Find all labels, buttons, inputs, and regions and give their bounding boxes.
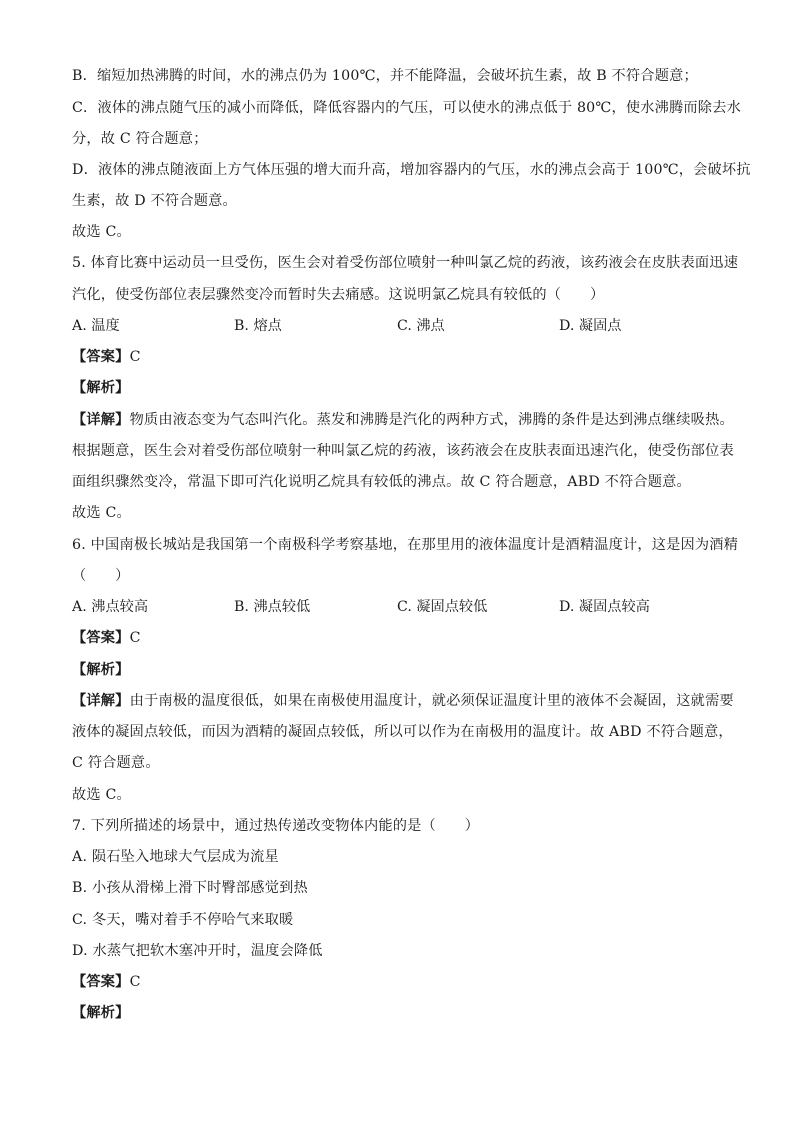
q7-analysis-tag xyxy=(72,1003,732,1023)
q5-analysis-label: 【解析】 xyxy=(72,380,130,396)
q7-option-b: B. 小孩从滑梯上滑下时臀部感觉到热 xyxy=(72,880,308,896)
q5-answer-tag: 【答案】 xyxy=(72,349,130,365)
q5-detail-line3: 面组织骤然变冷，常温下即可汽化说明乙烷具有较低的沸点。故 C 符合题意，ABD 不符合题意。 xyxy=(72,474,691,490)
q5-answer-value: C xyxy=(129,349,141,365)
q6-answer-value: C xyxy=(129,630,141,646)
q5-detail-line1 xyxy=(72,410,732,430)
q5-answer xyxy=(72,347,732,367)
q7-stem: 7. 下列所描述的场景中，通过热传递改变物体内能的是（ ） xyxy=(72,818,480,834)
q6-answer-tag: 【答案】 xyxy=(72,630,130,646)
q5-conclusion: 故选 C。 xyxy=(72,505,131,521)
q7-answer-value: C xyxy=(129,974,141,990)
q6-detail-tag: 【详解】 xyxy=(72,693,130,709)
q6-option-d: D. 凝固点较高 xyxy=(559,599,650,615)
q6-detail-line3: C 符合题意。 xyxy=(72,755,160,771)
q5-stem-line1: 5. 体育比赛中运动员一旦受伤，医生会对着受伤部位喷射一种叫氯乙烷的药液，该药液会在皮肤表面迅速 xyxy=(72,255,739,271)
q5-stem-line2: 汽化，使受伤部位表层骤然变冷而暂时失去痛感。这说明氯乙烷具有较低的（ ） xyxy=(72,287,605,303)
q6-answer xyxy=(72,628,732,648)
prev-option-c-explanation-line2: 分，故 C 符合题意； xyxy=(72,131,208,147)
prev-conclusion: 故选 C。 xyxy=(72,224,131,240)
prev-option-c-explanation-line1: C．液体的沸点随气压的减小而降低，降低容器内的气压，可以使水的沸点低于 80℃，使水沸腾而除去水 xyxy=(72,100,741,116)
prev-option-d-explanation-line2: 生素，故 D 不符合题意。 xyxy=(72,193,237,209)
q6-detail-text1: 由于南极的温度很低，如果在南极使用温度计，就必须保证温度计里的液体不会凝固，这就需要 xyxy=(129,693,734,709)
q5-option-a: A. 温度 xyxy=(72,318,120,334)
q6-option-a: A. 沸点较高 xyxy=(72,599,149,615)
q6-stem-line2: （ ） xyxy=(72,568,130,584)
q5-detail-tag: 【详解】 xyxy=(72,412,130,428)
q6-option-c: C. 凝固点较低 xyxy=(397,599,488,615)
q7-analysis-label: 【解析】 xyxy=(72,1005,130,1021)
q7-answer xyxy=(72,972,732,992)
q5-option-d: D. 凝固点 xyxy=(559,318,622,334)
q6-stem-line1: 6. 中国南极长城站是我国第一个南极科学考察基地，在那里用的液体温度计是酒精温度计，这是因为酒精 xyxy=(72,537,739,553)
prev-option-d-explanation-line1: D．液体的沸点随液面上方气体压强的增大而升高，增加容器内的气压，水的沸点会高于 100℃，会破坏抗 xyxy=(72,162,751,178)
q6-detail-line1 xyxy=(72,691,732,711)
q6-conclusion: 故选 C。 xyxy=(72,787,131,803)
prev-option-b-explanation: B．缩短加热沸腾的时间，水的沸点仍为 100℃，并不能降温，会破坏抗生素，故 B 不符合题意； xyxy=(72,68,698,84)
q6-detail-line2: 液体的凝固点较低，而因为酒精的凝固点较低，所以可以作为在南极用的温度计。故 ABD 不符合题意， xyxy=(72,724,733,740)
q7-option-d: D. 水蒸气把软木塞冲开时，温度会降低 xyxy=(72,943,323,959)
q5-detail-line2: 根据题意，医生会对着受伤部位喷射一种叫氯乙烷的药液，该药液会在皮肤表面迅速汽化，使受伤部位表 xyxy=(72,443,734,459)
q7-option-c: C. 冬天，嘴对着手不停哈气来取暖 xyxy=(72,912,294,928)
q5-detail-text1: 物质由液态变为气态叫汽化。蒸发和沸腾是汽化的两种方式，沸腾的条件是达到沸点继续吸热。 xyxy=(129,412,734,428)
q5-option-c: C. 沸点 xyxy=(397,318,445,334)
q5-option-b: B. 熔点 xyxy=(234,318,282,334)
q7-option-a: A. 陨石坠入地球大气层成为流星 xyxy=(72,849,279,865)
q6-analysis-tag xyxy=(72,660,732,680)
q6-option-b: B. 沸点较低 xyxy=(234,599,311,615)
q7-answer-tag: 【答案】 xyxy=(72,974,130,990)
q6-analysis-label: 【解析】 xyxy=(72,662,130,678)
q5-analysis-tag xyxy=(72,378,732,398)
